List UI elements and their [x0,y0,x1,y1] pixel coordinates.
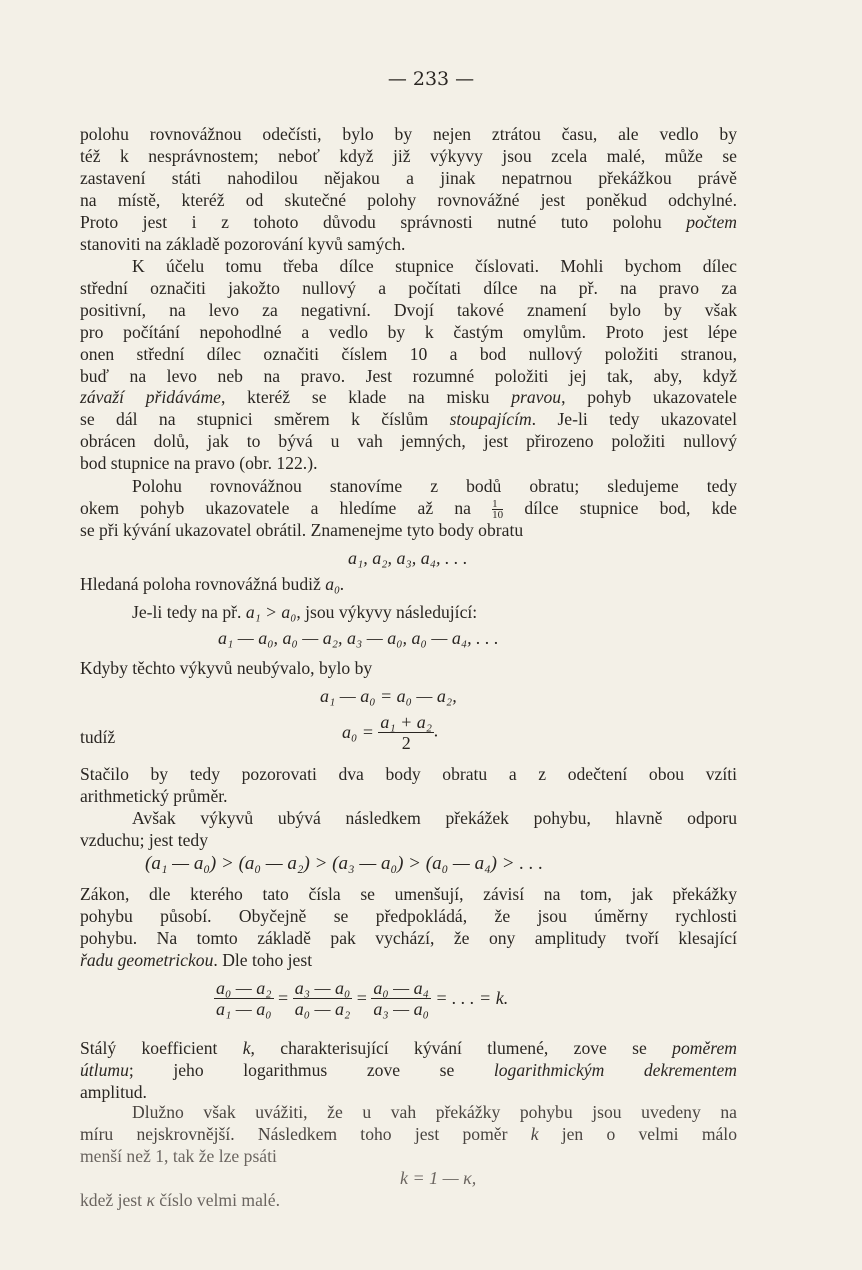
equation-differences: a₁ — a₀, a₀ — a₂, a₃ — a₀, a₀ — a₄, . . . [218,628,499,648]
equation-mean: a₀ = $\frac{\text{a₁ + a₂}}{2}$ . [342,712,439,753]
text-line: pohybu působí. Obyčejně se předpokládá, že jsou úměrny rychlosti [80,905,737,926]
paragraph-5 [80,808,737,852]
emphasis: logarithmickým dekrementem [493,1059,737,1080]
text-line: positivní, na levo za negativní. Dvojí takové znamení bylo by však [80,299,737,320]
text-line: pro počítání nepohodlné a vedlo by k častým omylům. Proto jest lépe [80,321,737,342]
paragraph-6 [80,884,737,972]
text-line: amplitud. [80,1081,147,1102]
text-line: se dál na stupnici směrem k číslům stoupajícím. Je-li tedy ukazovatel [80,409,737,430]
text-line: stanoviti na základě pozorování kyvů samých. [80,233,406,254]
paragraph-7 [80,1038,737,1104]
page-number: — 233 — [387,68,475,90]
text-line: střední označiti jakožto nullový a počítati dílce na př. na pravo za [80,277,737,298]
text-line: polohu rovnovážnou odečísti, bylo by nejen ztrátou času, ale vedlo by [80,124,737,144]
math-inline: a₀. [325,574,345,594]
fraction-tenth: $\frac{1}{10}$ [492,498,504,522]
text-line: bod stupnice na pravo (obr. 122.). [80,453,318,474]
text-line: Proto jest i z tohoto důvodu správnosti nutné tuto polohu počtem [80,211,737,232]
text-line: Dlužno však uvážiti, že u vah překážky pohybu jsou uvedeny na [132,1102,737,1122]
fraction-1: $\frac{\text{a₀ — a₂}}{\text{a₁ — a₀}}$ [216,978,272,1019]
text-line: buď na levo neb na pravo. Jest rozumné položiti jej tak, aby, když [80,365,737,386]
last-line: kdež jest κ číslo velmi malé. [80,1190,280,1210]
text-line: arithmetický průměr. [80,785,228,806]
equation-k: k = 1 — κ, [400,1168,477,1188]
emphasis: počtem [686,211,737,232]
text-line: útlumu; jeho logarithmus zove se logarithmickým dekrementem [80,1059,737,1080]
equation-equal-swings: a₁ — a₀ = a₀ — a₂, [320,686,457,706]
fraction-mean: $\frac{\text{a₁ + a₂}}{2}$ [380,712,433,753]
text-line: vzduchu; jest tedy [80,829,209,850]
text-line: se při kývání ukazovatel obrátil. Znamenejme tyto body obratu [80,520,524,541]
emphasis: řadu geometrickou [80,949,214,970]
text-line: Stálý koefficient k, charakterisující kývání tlumené, zove se poměrem [80,1038,737,1058]
no-decrease-line: Kdyby těchto výkyvů neubývalo, bylo by [80,658,373,678]
text-line: K účelu tomu třeba dílce stupnice číslovati. Mohli bychom dílec [132,256,737,276]
paragraph-1 [80,124,737,255]
text-line: onen střední dílec označiti číslem 10 a bod nullový položiti stranou, [80,343,737,364]
tudiz-label: tudíž [80,727,116,747]
text-line: též k nesprávnostem; neboť když již výkyvy jsou zcela malé, může se [80,145,737,166]
text-line: Zákon, dle kterého tato čísla se umenšují, závisí na tom, jak překážky [80,884,737,904]
emphasis: pravou [511,387,562,408]
paragraph-4 [80,764,737,808]
sought-position-line: Hledaná poloha rovnovážná budiž a₀. [80,574,345,594]
paragraph-3 [80,476,737,542]
equation-inequality: (a₁ — a₀) > (a₀ — a₂) > (a₃ — a₀) > (a₀ — a₄) > . . . [145,853,544,874]
emphasis: závaží přidáváme [80,387,221,408]
equation-turning-points: a₁, a₂, a₃, a₄, . . . [348,548,468,568]
paragraph-8 [80,1102,737,1168]
text-line: okem pohyb ukazovatele a hledíme až na $\frac{1}{10}$ dílce stupnice bod, kde [80,497,737,522]
fraction-2: $\frac{\text{a₃ — a₀}}{\text{a₀ — a₂}}$ [294,978,351,1019]
emphasis: útlumu [80,1059,129,1080]
text-line: na místě, kteréž od skutečné polohy rovnovážné jest poněkud odchylné. [80,189,737,210]
text-line: pohybu. Na tomto základě pak vychází, že ony amplitudy tvoří klesající [80,927,737,948]
text-line: závaží přidáváme, kteréž se klade na misku pravou, pohyb ukazovatele [80,387,737,408]
text-line: menší než 1, tak že lze psáti [80,1145,277,1166]
emphasis: poměrem [672,1038,737,1058]
text-line: Avšak výkyvů ubývá následkem překážek pohybu, hlavně odporu [132,808,737,828]
if-line: Je-li tedy na př. a₁ > a₀, jsou výkyvy následující: [132,602,478,622]
paragraph-2 [80,256,737,475]
fraction-3: $\frac{\text{a₀ — a₄}}{\text{a₃ — a₀}}$ [373,978,429,1019]
text-line: Polohu rovnovážnou stanovíme z bodů obratu; sledujeme tedy [132,476,737,496]
text-line: zastavení státi nahodilou nějakou a jinak nepatrnou překážkou právě [80,167,737,188]
text-line: míru nejskrovnější. Následkem toho jest poměr k jen o velmi málo [80,1123,737,1144]
equation-ratio: $\frac{\text{a₀ — a₂}}{\text{a₁ — a₀}}$ = $\frac{\text{a₃ — a₀}}{\text{a₀ — a₂}}$ = $\frac{\text{a₀ — a₄}}{\text{a₃ — a₀}}$ = . . . = k. [216,978,509,1019]
text-line: řadu geometrickou. Dle toho jest [80,949,313,970]
emphasis: stoupajícím [449,409,532,430]
text-line: obrácen dolů, jak to bývá u vah jemných, jest přirozeno položiti nullový [80,431,737,452]
math-inline: a₁ > a₀ [245,602,297,622]
text-line: Stačilo by tedy pozorovati dva body obratu a z odečtení obou vzíti [80,764,737,784]
